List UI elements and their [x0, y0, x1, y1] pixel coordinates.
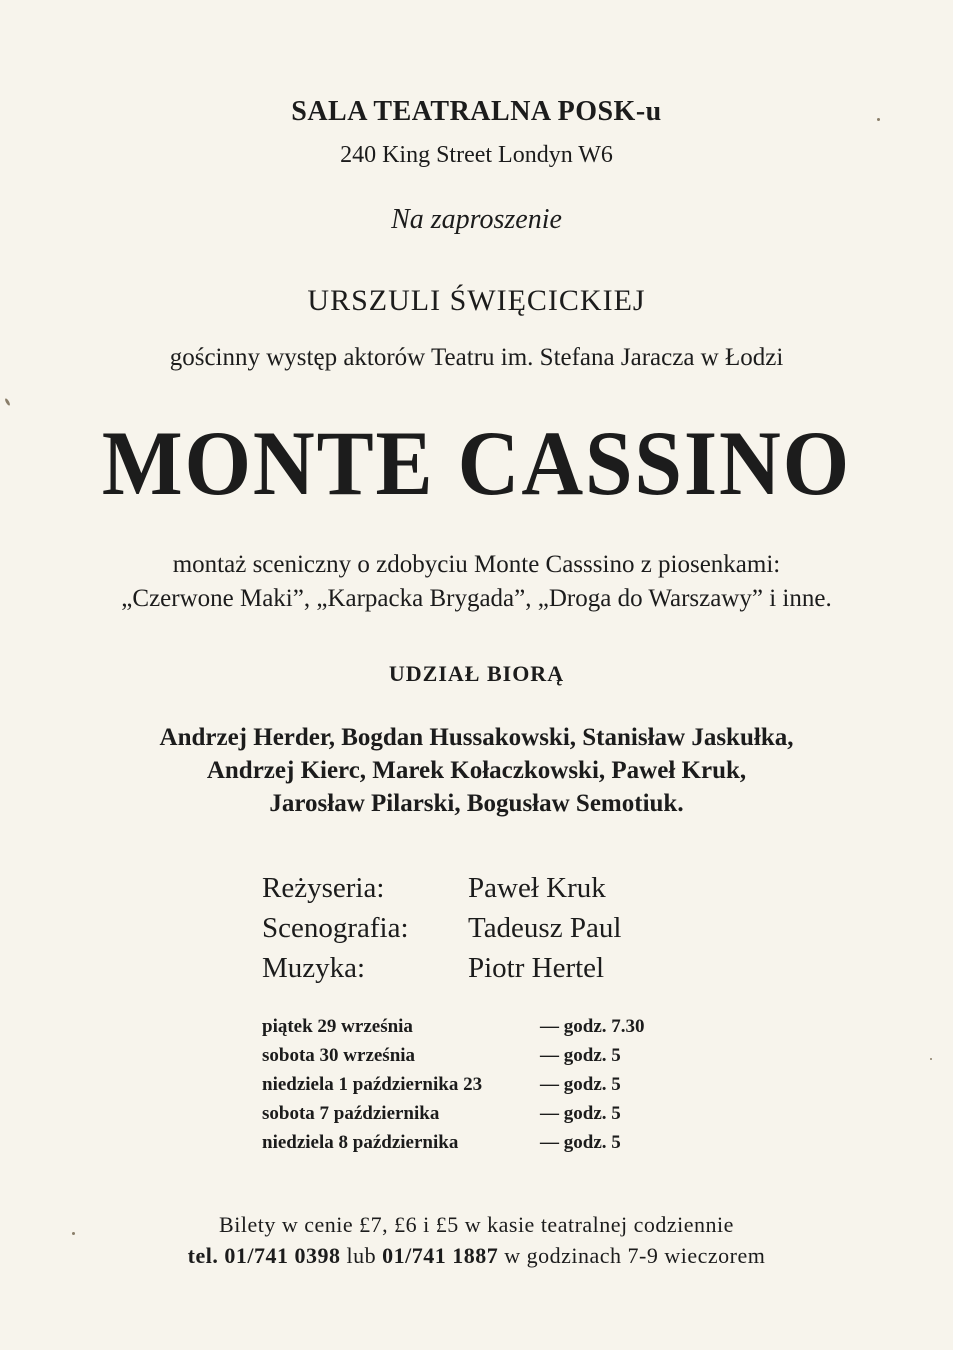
- paper-speck: [877, 118, 880, 121]
- description-line-1: montaż sceniczny o zdobyciu Monte Casssino z piosenkami:: [172, 551, 781, 578]
- schedule-row: [262, 1128, 645, 1157]
- schedule-day: niedziela 8 października: [262, 1131, 459, 1153]
- ticket-prices: Bilety w cenie £7, £6 i £5 w kasie teatralnej codziennie: [219, 1212, 734, 1237]
- schedule-day: niedziela 1 października 23: [262, 1073, 483, 1095]
- show-title: MONTE CASSINO: [101, 412, 852, 514]
- cast-line: Andrzej Kierc, Marek Kołaczkowski, Paweł Kruk,: [206, 757, 747, 784]
- host-name: URSZULI ŚWIĘCICKIEJ: [307, 284, 646, 317]
- ticket-phone-line: [0, 1243, 953, 1269]
- description-line-2: „Czerwone Maki”, „Karpacka Brygada”, „Droga do Warszawy” i inne.: [121, 585, 832, 612]
- schedule-time: — godz. 5: [540, 1102, 621, 1124]
- phone-number-2: 01/741 1887: [382, 1243, 499, 1268]
- phone-or-text: lub: [340, 1243, 383, 1268]
- credit-row-music: [262, 948, 621, 988]
- schedule-row: [262, 1012, 645, 1041]
- credits-list: [262, 868, 621, 988]
- venue-name: SALA TEATRALNA POSK-u: [291, 96, 662, 127]
- credit-row-direction: [262, 868, 621, 908]
- schedule-row: [262, 1070, 645, 1099]
- paper-speck: [930, 1058, 932, 1060]
- cast-line: Jarosław Pilarski, Bogusław Semotiuk.: [269, 790, 684, 817]
- credit-row-scenography: [262, 908, 621, 948]
- schedule-time: — godz. 7.30: [540, 1015, 645, 1037]
- performance-schedule: [262, 1012, 645, 1157]
- schedule-day: sobota 30 września: [262, 1044, 416, 1066]
- schedule-day: sobota 7 października: [262, 1102, 440, 1124]
- schedule-row: [262, 1041, 645, 1070]
- schedule-time: — godz. 5: [540, 1131, 621, 1153]
- credit-role: Scenografia:: [262, 911, 409, 944]
- cast-heading: UDZIAŁ BIORĄ: [388, 661, 565, 686]
- phone-number-1: tel. 01/741 0398: [187, 1243, 341, 1268]
- invitation-text: Na zaproszenie: [391, 204, 562, 235]
- schedule-row: [262, 1099, 645, 1128]
- credit-role: Reżyseria:: [262, 871, 385, 904]
- credit-name: Piotr Hertel: [468, 951, 605, 984]
- box-office-hours: w godzinach 7-9 wieczorem: [498, 1243, 766, 1268]
- paper-speck: [4, 398, 11, 406]
- credit-role: Muzyka:: [262, 951, 366, 984]
- cast-line: Andrzej Herder, Bogdan Hussakowski, Stanisław Jaskułka,: [159, 724, 794, 751]
- credit-name: Tadeusz Paul: [468, 911, 622, 944]
- venue-address: 240 King Street Londyn W6: [340, 142, 613, 168]
- schedule-time: — godz. 5: [540, 1044, 621, 1066]
- guest-performance-text: gościnny występ aktorów Teatru im. Stefana Jaracza w Łodzi: [169, 344, 784, 371]
- paper-speck: [72, 1232, 75, 1235]
- schedule-day: piątek 29 września: [262, 1015, 413, 1037]
- schedule-time: — godz. 5: [540, 1073, 621, 1095]
- credit-name: Paweł Kruk: [468, 871, 606, 904]
